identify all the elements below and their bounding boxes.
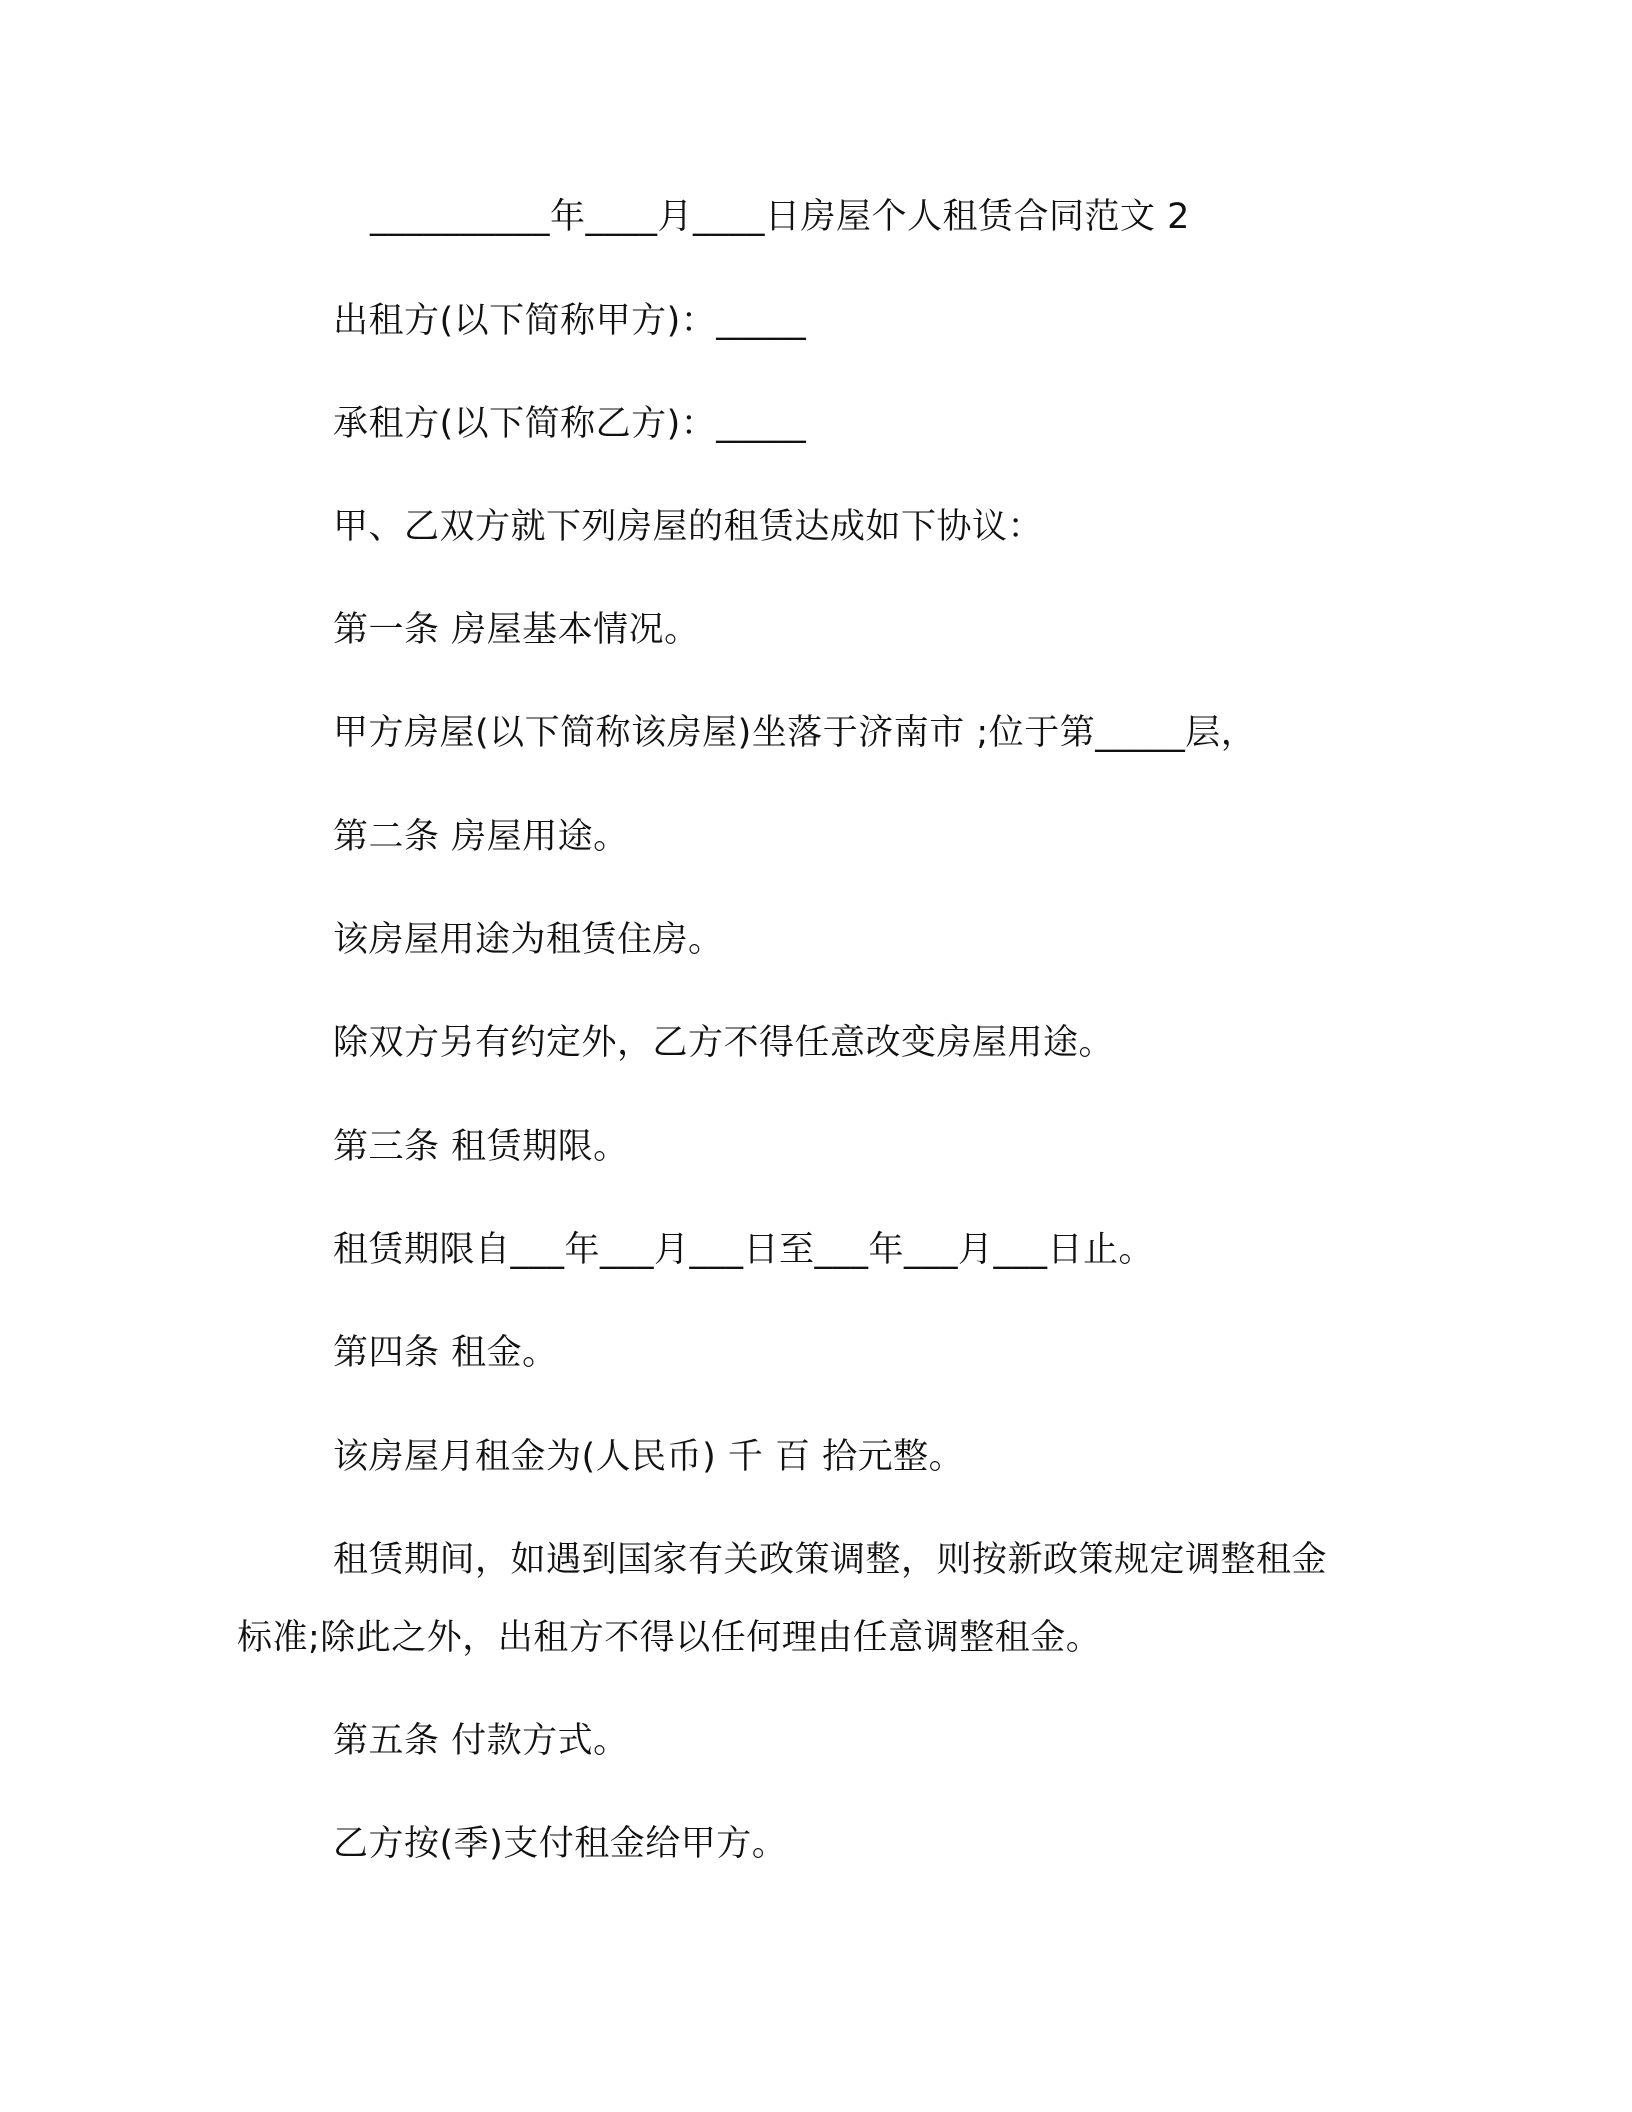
agreement-intro: 甲、乙双方就下列房屋的租赁达成如下协议： <box>333 507 1044 547</box>
article-2-heading: 第二条 房屋用途。 <box>333 817 629 857</box>
article-4-text-1: 该房屋月租金为(人民币) 千 百 拾元整。 <box>333 1437 965 1477</box>
article-3-text: 租赁期限自___年___月___日至___年___月___日止。 <box>333 1230 1155 1270</box>
article-3-heading: 第三条 租赁期限。 <box>333 1127 629 1167</box>
lessee-line: 承租方(以下简称乙方)：_____ <box>333 404 807 444</box>
article-5-heading: 第五条 付款方式。 <box>333 1721 629 1761</box>
article-1-heading: 第一条 房屋基本情况。 <box>333 610 700 650</box>
article-2-text-1: 该房屋用途为租赁住房。 <box>333 920 724 960</box>
article-5-text: 乙方按(季)支付租金给甲方。 <box>333 1824 788 1864</box>
article-4-text-2-line-2: 标准;除此之外，出租方不得以任何理由任意调整租金。 <box>237 1618 1102 1658</box>
article-2-text-2: 除双方另有约定外，乙方不得任意改变房屋用途。 <box>333 1023 1115 1063</box>
article-1-text: 甲方房屋(以下简称该房屋)坐落于济南市 ;位于第_____层， <box>333 713 1257 753</box>
article-4-text-2-line-1: 租赁期间，如遇到国家有关政策调整，则按新政策规定调整租金 <box>333 1540 1328 1580</box>
lessor-line: 出租方(以下简称甲方)：_____ <box>333 301 807 341</box>
document-title: __________年____月____日房屋个人租赁合同范文 2 <box>370 197 1190 237</box>
article-4-heading: 第四条 租金。 <box>333 1333 558 1373</box>
